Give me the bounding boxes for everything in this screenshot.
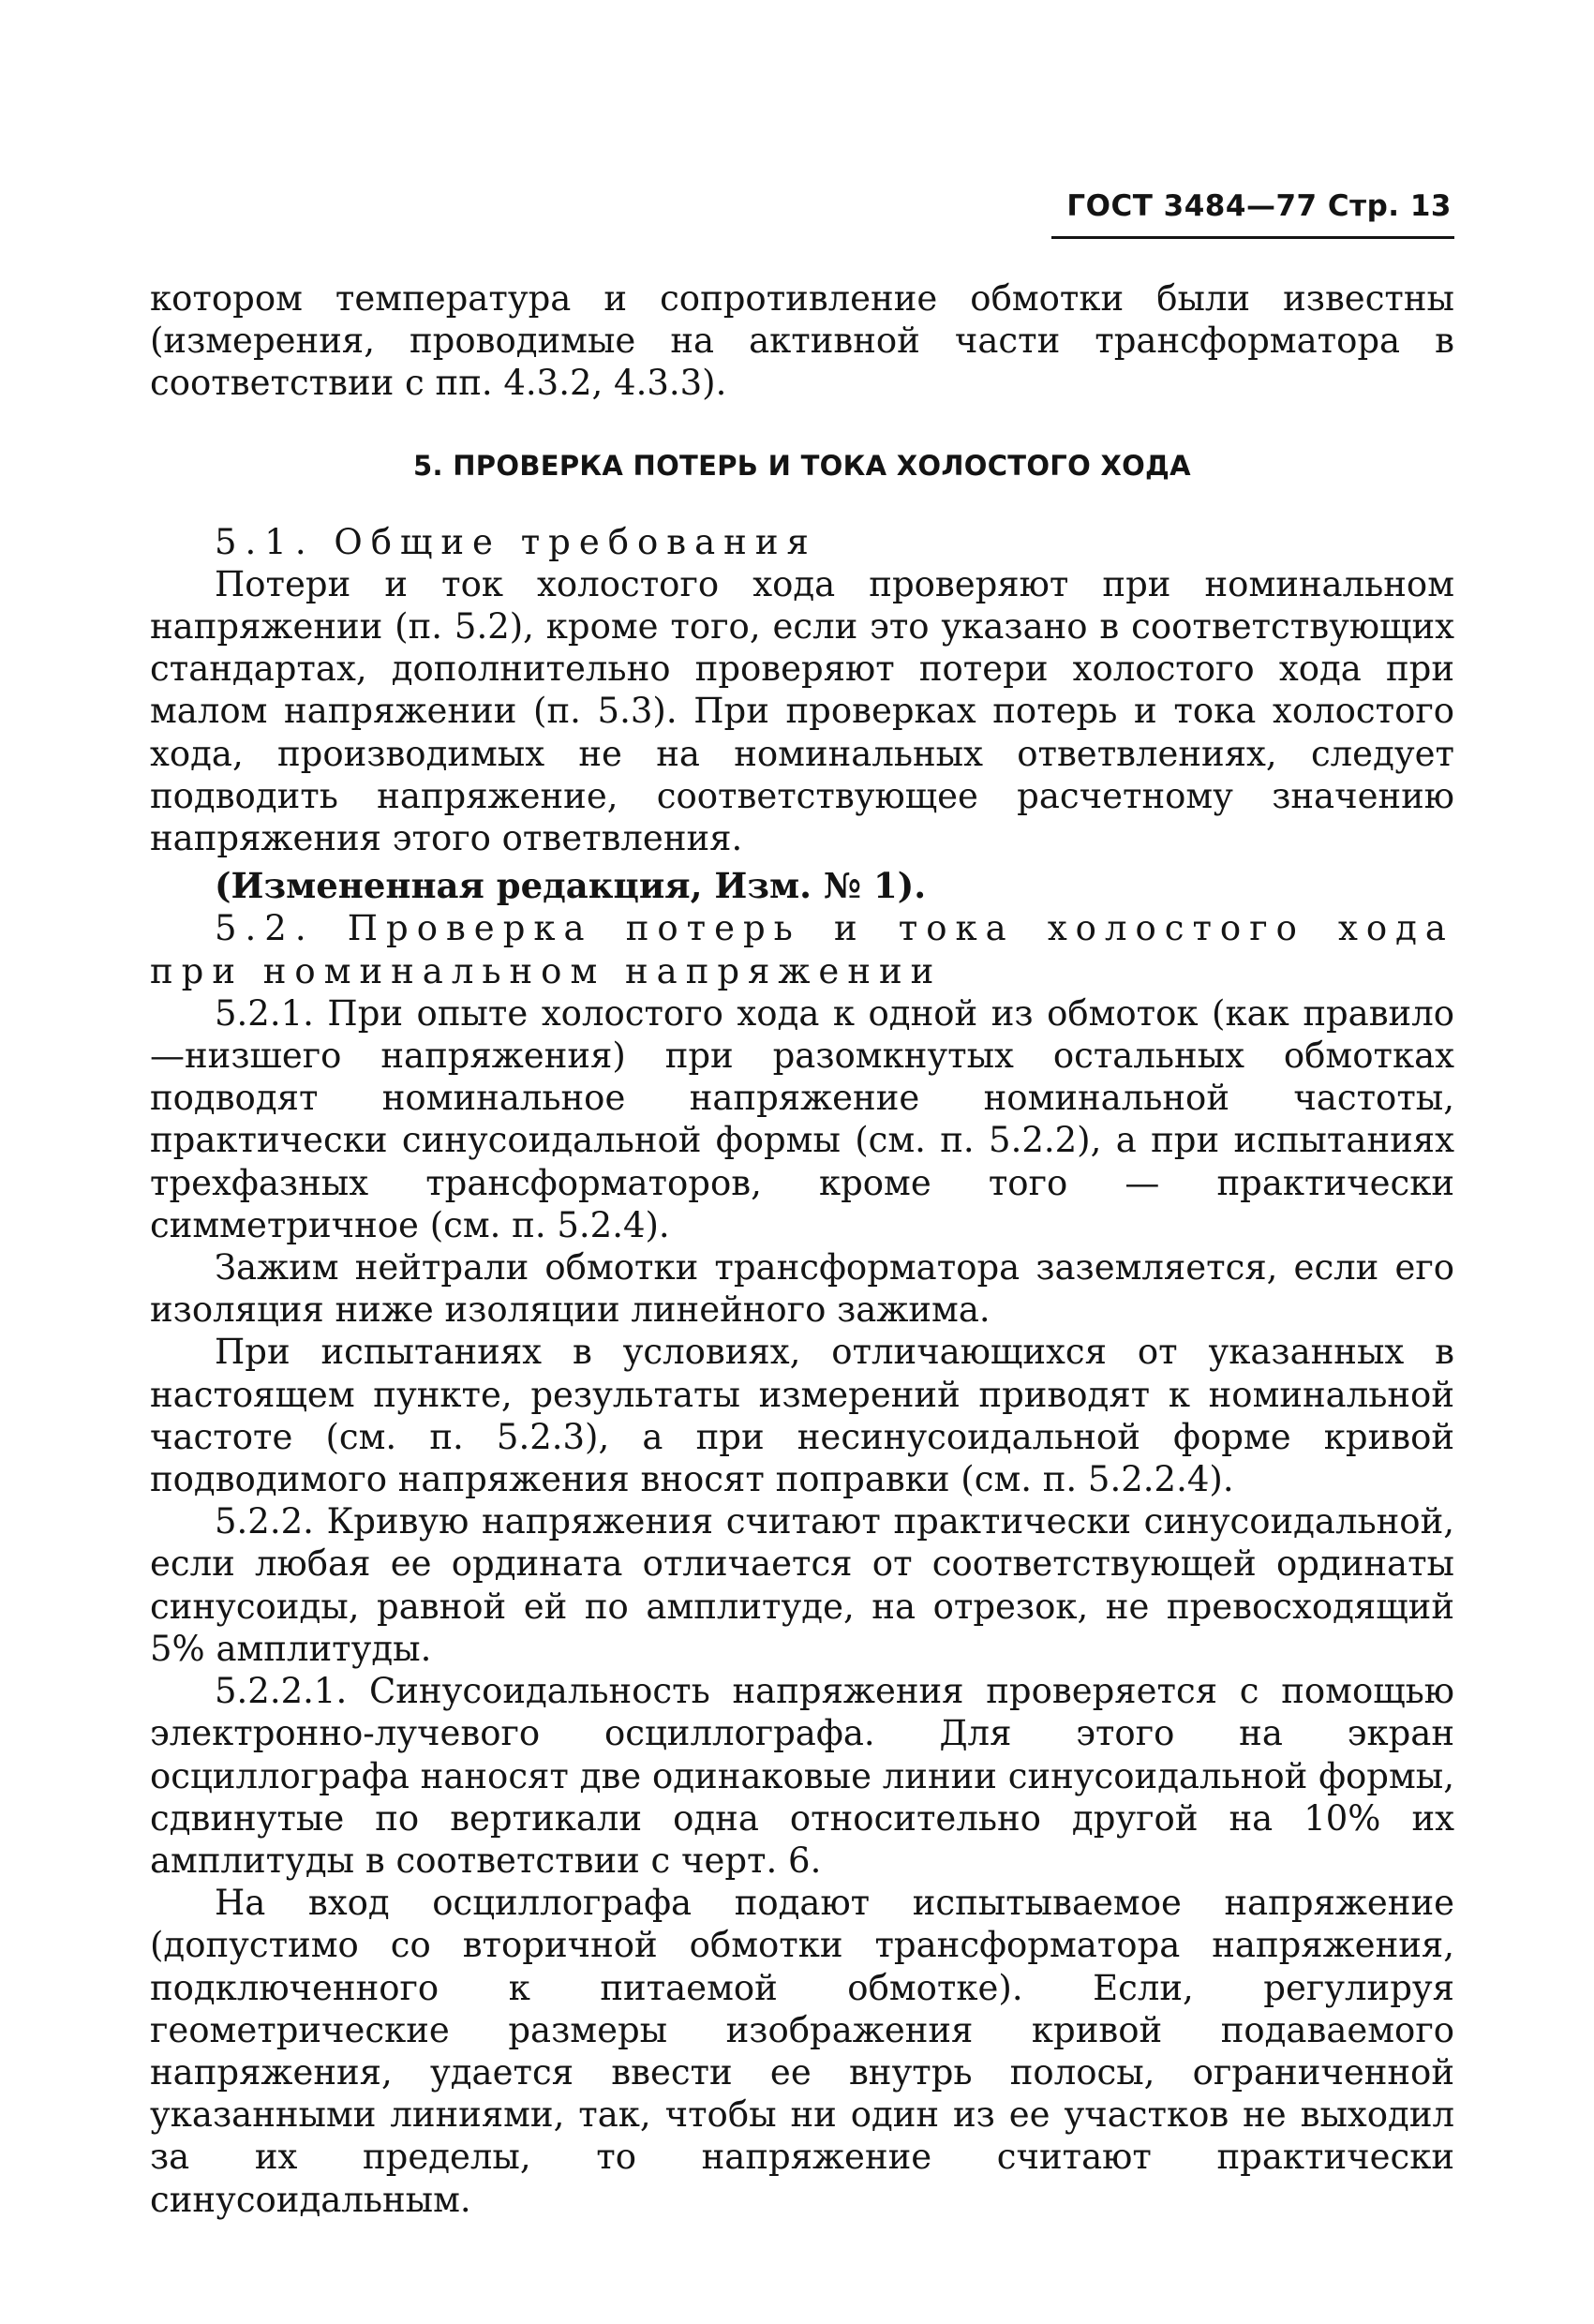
document-body xyxy=(150,277,1454,2221)
header-rule xyxy=(1051,236,1454,239)
intro-paragraph: котором температура и сопротивление обмотки были известны (измерения, проводимые на активной части трансформатора в соответствии с пп. 4.3.2, 4.3.3). xyxy=(150,278,1454,404)
paragraph-other-conditions: При испытаниях в условиях, отличающихся от указанных в настоящем пункте, результаты измерений приводят к номинальной частоте (см. п. 5.2.3), а при несинусоидальной форме кривой подводимого напряжения вносят поправки (см. п. 5.2.2.4). xyxy=(150,1332,1454,1500)
paragraph-5-2-2-1: 5.2.2.1. Синусоидальность напряжения проверяется с помощью электронно-лучевого осциллографа. Для этого на экран осциллографа наносят две одинаковые линии синусоидальной формы, сдвинутые по вертикали одна относительно другой на 10% их амплитуды в соответствии с черт. 6. xyxy=(150,1671,1454,1881)
page-header: ГОСТ 3484—77 Стр. 13 xyxy=(1066,189,1452,223)
paragraph-oscillograph: На вход осциллографа подают испытываемое напряжение (допустимо со вторичной обмотки трансформатора напряжения, подключенного к питаемой обмотке). Если, регулируя геометрические размеры изображения кривой подаваемого напряжения, удается ввести ее внутрь полосы, ограниченной указанными линиями, так, чтобы ни один из ее участков не выходил за их пределы, то напряжение считают практически синусоидальным. xyxy=(150,1883,1454,2220)
section-title: 5. ПРОВЕРКА ПОТЕРЬ И ТОКА ХОЛОСТОГО ХОДА xyxy=(413,449,1191,482)
paragraph-5-2-2: 5.2.2. Кривую напряжения считают практически синусоидальной, если любая ее ордината отличается от соответствующей ординаты синусоиды, равной ей по амплитуде, на отрезок, не превосходящий 5% амплитуды. xyxy=(150,1501,1454,1669)
paragraph-5-1: Потери и ток холостого хода проверяют при номинальном напряжении (п. 5.2), кроме того, если это указано в соответствующих стандартах, дополнительно проверяют потери холостого хода при малом напряжении (п. 5.3). При проверках потерь и тока холостого хода, производимых не на номинальных ответвлениях, следует подводить напряжение, соответствующее расчетному значению напряжения этого ответвления. xyxy=(150,563,1454,859)
amendment-note: (Измененная редакция, Изм. № 1). xyxy=(215,865,927,907)
paragraph-5-2-1: 5.2.1. При опыте холостого хода к одной из обмоток (как правило—низшего напряжения) при разомкнутых остальных обмотках подводят номинальное напряжение номинальной частоты, практически синусоидальной формы (см. п. 5.2.2), а при испытаниях трехфазных трансформаторов, кроме того — практически симметричное (см. п. 5.2.4). xyxy=(150,992,1454,1245)
subsection-heading-5-1: 5.1. Общие требования xyxy=(215,521,817,562)
subsection-heading-5-2: 5.2. Проверка потерь и тока холостого хода xyxy=(215,908,1454,949)
paragraph-neutral: Зажим нейтрали обмотки трансформатора заземляется, если его изоляция ниже изоляции линейного зажима. xyxy=(150,1247,1454,1331)
subsection-heading-5-2-line2: при номинальном напряжении xyxy=(150,950,943,991)
